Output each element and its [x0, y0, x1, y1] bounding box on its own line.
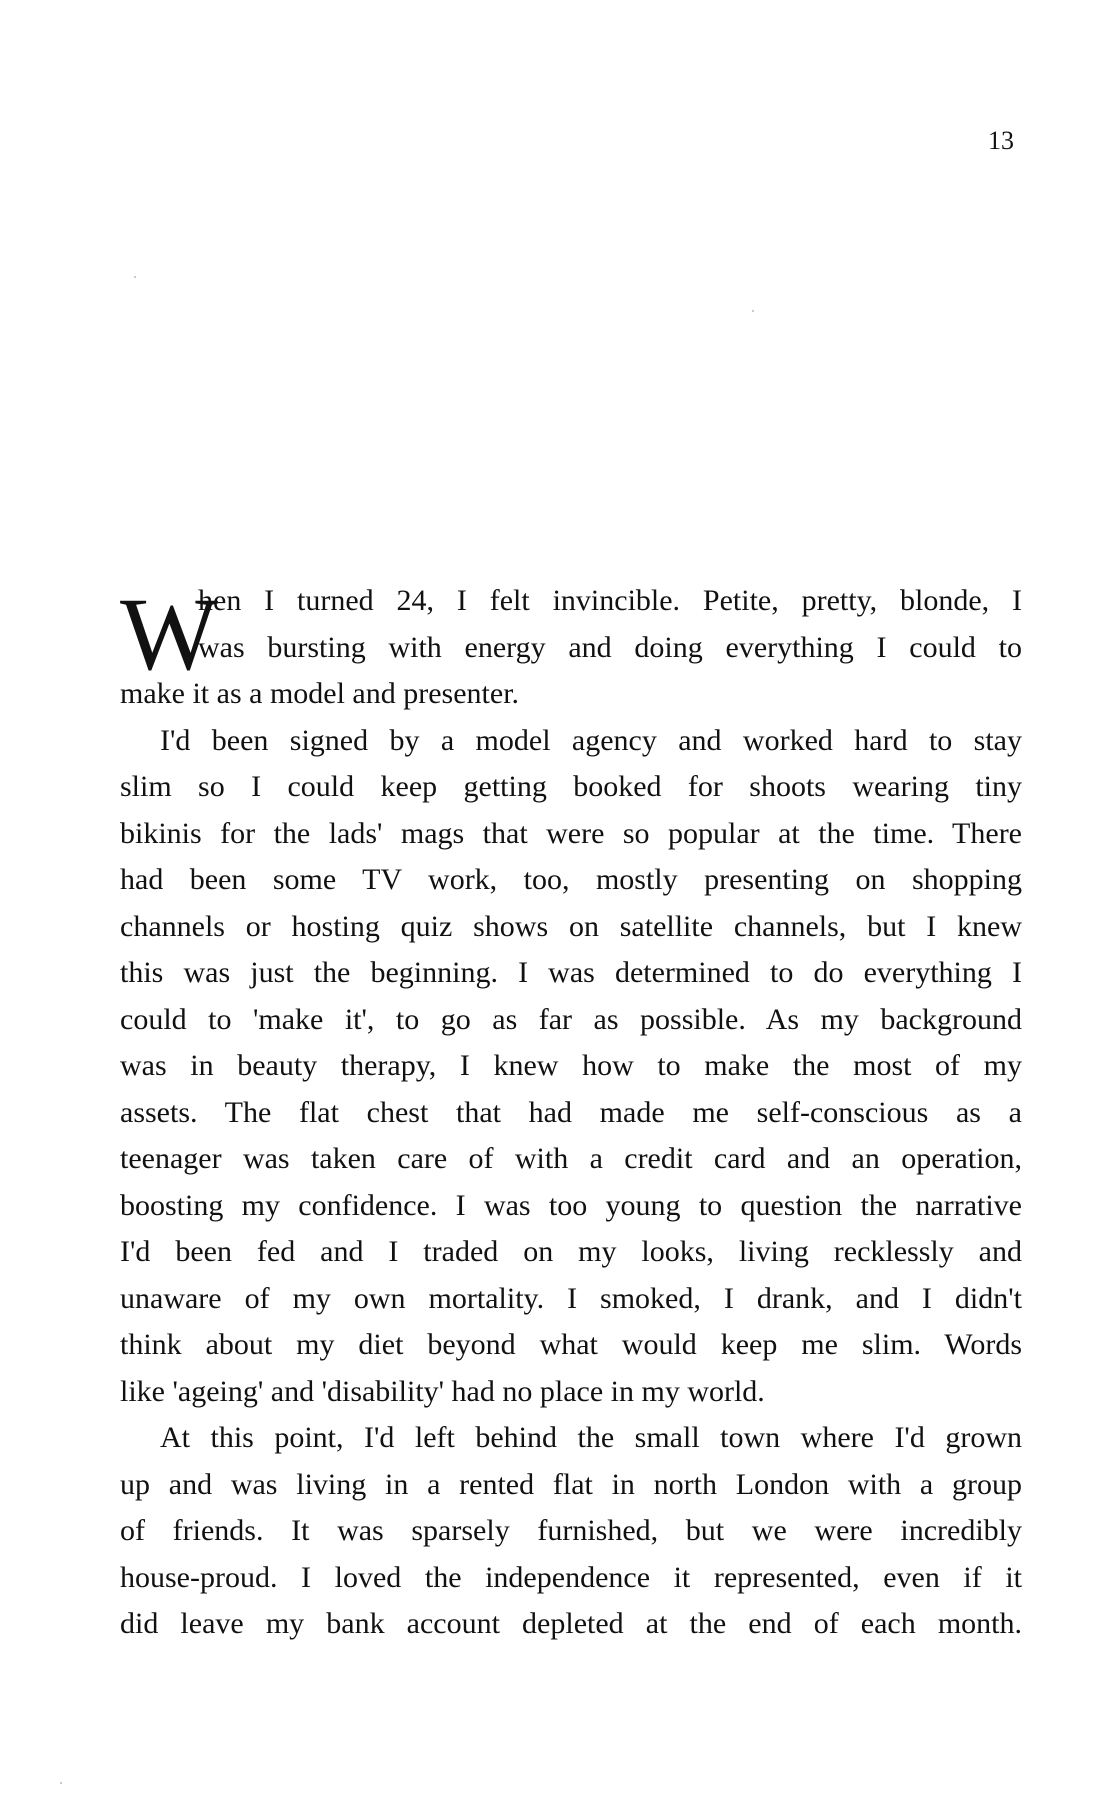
paragraph-1: [120, 578, 1022, 718]
paragraph-2-line-11: boosting my confidence. I was too young to question the narrative: [120, 1188, 1022, 1222]
page-number: 13: [988, 126, 1014, 155]
paragraph-2-line-12: I'd been fed and I traded on my looks, living recklessly and: [120, 1235, 1022, 1268]
paragraph-2-line-5: channels or hosting quiz shows on satellite channels, but I knew: [120, 909, 1022, 943]
paragraph-3-line-4: house-proud. I loved the independence it represented, even if it: [120, 1560, 1022, 1594]
paragraph-2-line-13: unaware of my own mortality. I smoked, I drank, and I didn't: [120, 1281, 1022, 1315]
paragraph-2-line-6: this was just the beginning. I was determined to do everything I: [120, 956, 1022, 989]
paragraph-2-line-8: was in beauty therapy, I knew how to make the most of my: [120, 1049, 1022, 1082]
drop-cap: W: [120, 577, 219, 692]
paragraph-2: [120, 718, 1022, 1416]
paragraph-3-line-2: up and was living in a rented flat in north London with a group: [120, 1467, 1022, 1501]
paragraph-2-line-7: could to 'make it', to go as far as possible. As my background: [120, 1002, 1022, 1036]
paragraph-2-line-14: think about my diet beyond what would keep me slim. Words: [120, 1328, 1022, 1361]
paragraph-2-line-10: teenager was taken care of with a credit card and an operation,: [120, 1142, 1022, 1175]
paragraph-2-line-1: I'd been signed by a model agency and worked hard to stay: [160, 723, 1022, 757]
paragraph-2-line-2: slim so I could keep getting booked for shoots wearing tiny: [120, 770, 1022, 803]
paragraph-2-line-15: like 'ageing' and 'disability' had no place in my world.: [120, 1374, 765, 1408]
paragraph-3-line-3: of friends. It was sparsely furnished, but we were incredibly: [120, 1514, 1022, 1547]
paragraph-1-line-1: hen I turned 24, I felt invincible. Petite, pretty, blonde, I: [198, 584, 1022, 617]
paragraph-2-line-4: had been some TV work, too, mostly presenting on shopping: [120, 863, 1022, 896]
paragraph-1-line-2: was bursting with energy and doing everything I could to: [198, 630, 1022, 664]
paragraph-2-line-9: assets. The flat chest that had made me self-conscious as a: [120, 1095, 1022, 1129]
paragraph-3: [120, 1415, 1022, 1648]
body-text: [120, 578, 1022, 1648]
paragraph-2-line-3: bikinis for the lads' mags that were so popular at the time. There: [120, 816, 1022, 850]
paragraph-3-line-1: At this point, I'd left behind the small town where I'd grown: [160, 1421, 1022, 1454]
paragraph-3-line-5: did leave my bank account depleted at the end of each month.: [120, 1607, 1022, 1640]
paragraph-1-line-3: make it as a model and presenter.: [120, 677, 520, 710]
